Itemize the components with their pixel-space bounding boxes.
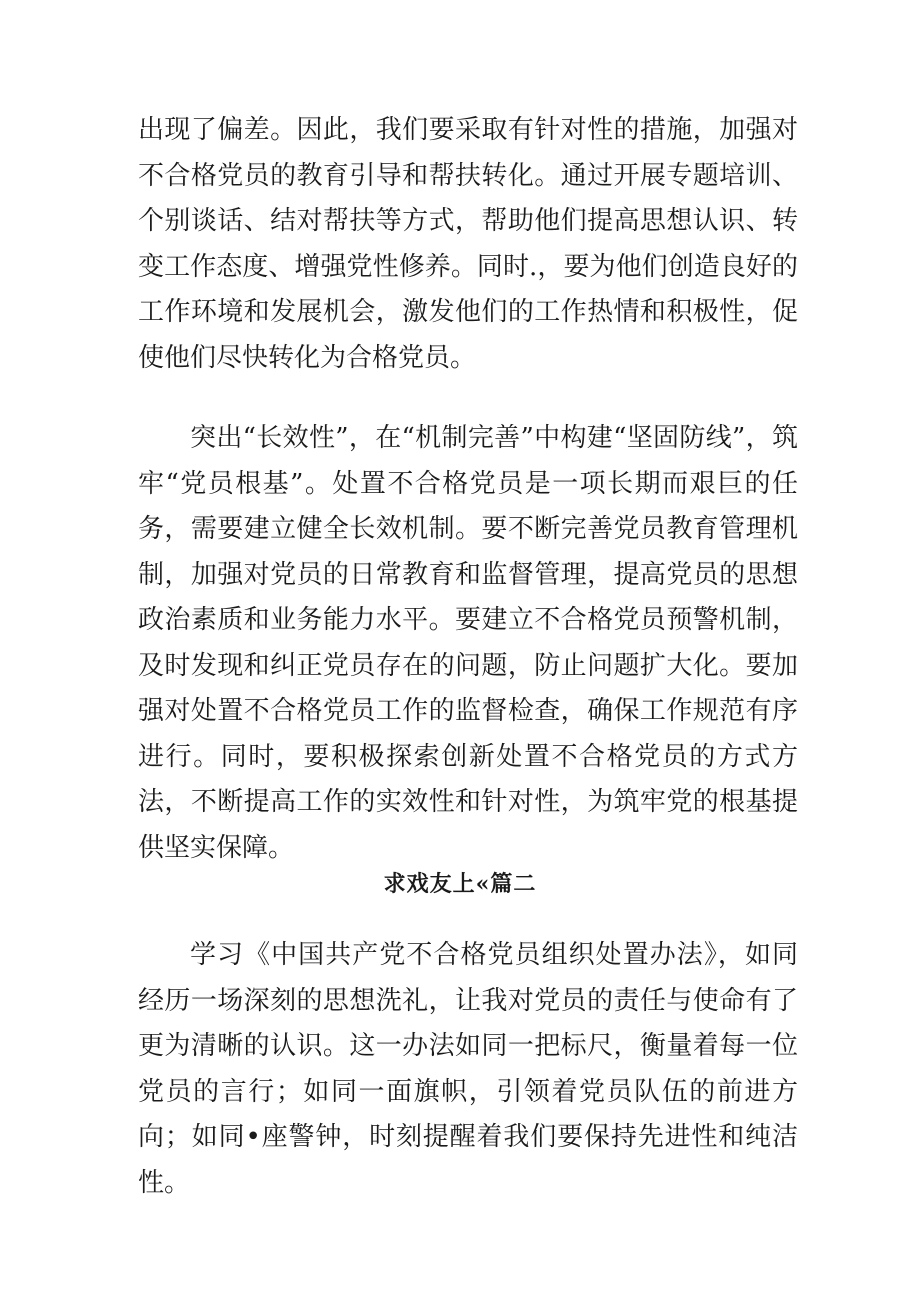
paragraph-long-term-mechanism: 突出“长效性”，在“机制完善”中构建“坚固防线”，筑牢“党员根基”。处置不合格党员是一项长期而艰巨的任务，需要建立健全长效机制。要不断完善党员教育管理机制，加强对党员的日常教育和监督管理，提高党员的思想政治素质和业务能力水平。要建立不合格党员预警机制，及时发现和纠正党员存在的问题，防止问题扩大化。要加强对处置不合格党员工作的监督检查，确保工作规范有序进行。同时，要积极探索创新处置不合格党员的方式方法，不断提高工作的实效性和针对性，为筑牢党的根基提供坚实保障。 [138, 423, 798, 863]
paragraph-continuation: 出现了偏差。因此，我们要采取有针对性的措施，加强对不合格党员的教育引导和帮扶转化。通过开展专题培训、个别谈话、结对帮扶等方式，帮助他们提高思想认识、转变工作态度、增强党性修养。同时.，要为他们创造良好的工作环境和发展机会，激发他们的工作热情和积极性，促使他们尽快转化为合格党员。 [138, 115, 798, 373]
section-heading: 求戏友上«篇二 [383, 871, 537, 897]
paragraph-study-reflection: 学习《中国共产党不合格党员组织处置办法》，如同经历一场深刻的思想洗礼，让我对党员的责任与使命有了更为清晰的认识。这一办法如同一把标尺，衡量着每一位党员的言行；如同一面旗帜，引领着党员队伍的前进方向；如同•座警钟，时刻提醒着我们要保持先进性和纯洁性。 [138, 940, 798, 1198]
